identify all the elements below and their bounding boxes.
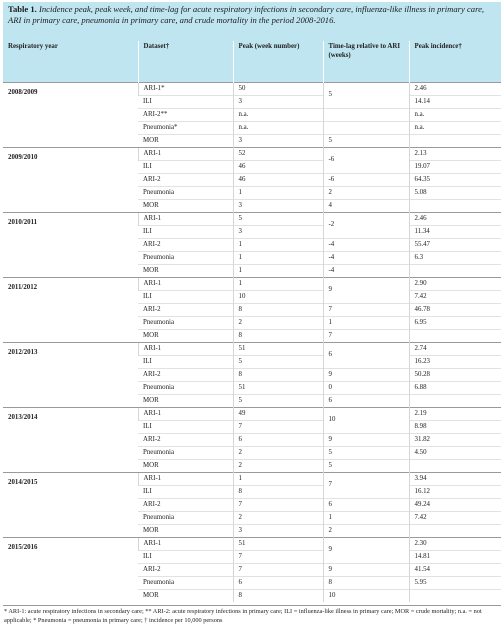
dataset-cell: MOR (138, 134, 233, 147)
peak-incidence-cell: 46.78 (409, 303, 501, 316)
table-footnote: * ARI-1: acute respiratory infections in secondary care; ** ARI-2: acute respiratory infections in primary care; ILI = influenza-like illness in primary care; MOR = crude mortality; n.a. = not applicable; * Pneumonia = pneumonia in primary care; † incidence per 10,000 persons (3, 605, 501, 625)
peak-week-cell: 1 (233, 251, 323, 264)
peak-week-cell: 1 (233, 277, 323, 290)
table-row (3, 407, 501, 420)
header-dataset: Dataset† (138, 41, 233, 82)
table-row (3, 472, 501, 485)
time-lag-cell (323, 108, 409, 121)
dataset-cell: ILI (138, 160, 233, 173)
peak-incidence-cell: n.a. (409, 108, 501, 121)
peak-week-cell: 7 (233, 420, 323, 433)
peak-week-cell: 51 (233, 537, 323, 550)
time-lag-cell: 6 (323, 394, 409, 407)
peak-incidence-cell: 7.42 (409, 290, 501, 303)
peak-incidence-cell: 2.30 (409, 537, 501, 550)
dataset-cell: ILI (138, 420, 233, 433)
peak-week-cell: 46 (233, 160, 323, 173)
time-lag-cell: -6 (323, 147, 409, 173)
dataset-cell: Pneumonia (138, 576, 233, 589)
peak-week-cell: 51 (233, 381, 323, 394)
peak-incidence-cell: 31.82 (409, 433, 501, 446)
peak-incidence-cell: 6.3 (409, 251, 501, 264)
dataset-cell: ILI (138, 550, 233, 563)
dataset-cell: ARI-2** (138, 108, 233, 121)
header-peak: Peak (week number) (233, 41, 323, 82)
dataset-cell: ARI-2 (138, 368, 233, 381)
caption-text: Incidence peak, peak week, and time-lag for acute respiratory infections in secondary care, influenza-like illness in primary care, ARI in primary care, pneumonia in primary care, and crude mortality in the period 2008-2016. (8, 4, 485, 25)
peak-week-cell: 8 (233, 329, 323, 342)
dataset-cell: Pneumonia (138, 446, 233, 459)
table-container (3, 2, 501, 625)
peak-week-cell: 1 (233, 186, 323, 199)
peak-week-cell: 2 (233, 446, 323, 459)
peak-incidence-cell: 2.74 (409, 342, 501, 355)
peak-incidence-cell (409, 329, 501, 342)
dataset-cell: ARI-1* (138, 82, 233, 95)
peak-incidence-cell: 55.47 (409, 238, 501, 251)
dataset-cell: ILI (138, 355, 233, 368)
time-lag-cell: 9 (323, 563, 409, 576)
dataset-cell: Pneumonia (138, 186, 233, 199)
peak-incidence-cell: 6.88 (409, 381, 501, 394)
time-lag-cell: 4 (323, 199, 409, 212)
time-lag-cell (323, 121, 409, 134)
dataset-cell: ARI-1 (138, 212, 233, 225)
peak-week-cell: 6 (233, 433, 323, 446)
dataset-cell: MOR (138, 589, 233, 602)
peak-incidence-cell: 8.98 (409, 420, 501, 433)
dataset-cell: Pneumonia (138, 511, 233, 524)
time-lag-cell: 5 (323, 459, 409, 472)
peak-week-cell: 3 (233, 95, 323, 108)
dataset-cell: ARI-1 (138, 277, 233, 290)
dataset-cell: MOR (138, 459, 233, 472)
dataset-cell: ARI-1 (138, 342, 233, 355)
peak-week-cell: n.a. (233, 108, 323, 121)
peak-week-cell: 10 (233, 290, 323, 303)
year-cell: 2012/2013 (3, 342, 138, 407)
peak-incidence-cell: 16.12 (409, 485, 501, 498)
year-cell: 2009/2010 (3, 147, 138, 212)
dataset-cell: ILI (138, 225, 233, 238)
time-lag-cell: 2 (323, 186, 409, 199)
year-cell: 2013/2014 (3, 407, 138, 472)
time-lag-cell: 10 (323, 589, 409, 602)
peak-week-cell: 51 (233, 342, 323, 355)
peak-incidence-cell: 2.46 (409, 82, 501, 95)
peak-incidence-cell: n.a. (409, 121, 501, 134)
dataset-cell: Pneumonia (138, 381, 233, 394)
time-lag-cell: -6 (323, 173, 409, 186)
time-lag-cell: -2 (323, 212, 409, 238)
dataset-cell: ARI-2 (138, 563, 233, 576)
dataset-cell: MOR (138, 264, 233, 277)
peak-incidence-cell: 19.07 (409, 160, 501, 173)
peak-week-cell: 46 (233, 173, 323, 186)
peak-week-cell: 3 (233, 524, 323, 537)
peak-incidence-cell: 4.50 (409, 446, 501, 459)
peak-incidence-cell (409, 134, 501, 147)
year-cell: 2014/2015 (3, 472, 138, 537)
peak-incidence-cell: 5.95 (409, 576, 501, 589)
dataset-cell: ARI-1 (138, 472, 233, 485)
table-row (3, 82, 501, 95)
table-caption (3, 2, 501, 41)
table-row (3, 147, 501, 160)
time-lag-cell: 5 (323, 82, 409, 108)
time-lag-cell: 1 (323, 511, 409, 524)
dataset-cell: MOR (138, 394, 233, 407)
dataset-cell: Pneumonia (138, 316, 233, 329)
dataset-cell: ILI (138, 485, 233, 498)
dataset-cell: Pneumonia* (138, 121, 233, 134)
peak-incidence-cell (409, 264, 501, 277)
peak-week-cell: 1 (233, 238, 323, 251)
dataset-cell: ARI-1 (138, 147, 233, 160)
peak-incidence-cell (409, 199, 501, 212)
time-lag-cell: 7 (323, 329, 409, 342)
dataset-cell: ILI (138, 290, 233, 303)
time-lag-cell: 5 (323, 446, 409, 459)
time-lag-cell: 9 (323, 368, 409, 381)
time-lag-cell: 8 (323, 576, 409, 589)
peak-incidence-cell: 16.23 (409, 355, 501, 368)
peak-incidence-cell: 3.94 (409, 472, 501, 485)
peak-incidence-cell (409, 459, 501, 472)
time-lag-cell: 10 (323, 407, 409, 433)
peak-week-cell: 7 (233, 550, 323, 563)
peak-incidence-cell: 14.14 (409, 95, 501, 108)
year-cell: 2010/2011 (3, 212, 138, 277)
year-cell: 2011/2012 (3, 277, 138, 342)
peak-incidence-cell: 11.34 (409, 225, 501, 238)
peak-week-cell: 8 (233, 303, 323, 316)
peak-incidence-cell: 2.13 (409, 147, 501, 160)
peak-week-cell: 5 (233, 212, 323, 225)
peak-incidence-cell: 5.08 (409, 186, 501, 199)
peak-incidence-cell: 49.24 (409, 498, 501, 511)
peak-week-cell: 52 (233, 147, 323, 160)
time-lag-cell: 6 (323, 498, 409, 511)
peak-incidence-cell: 2.46 (409, 212, 501, 225)
header-year: Respiratory year (3, 41, 138, 82)
peak-week-cell: n.a. (233, 121, 323, 134)
peak-incidence-cell (409, 589, 501, 602)
dataset-cell: MOR (138, 524, 233, 537)
peak-week-cell: 7 (233, 498, 323, 511)
year-cell: 2015/2016 (3, 537, 138, 602)
peak-week-cell: 8 (233, 368, 323, 381)
peak-week-cell: 49 (233, 407, 323, 420)
dataset-cell: ILI (138, 95, 233, 108)
time-lag-cell: 9 (323, 537, 409, 563)
dataset-cell: ARI-2 (138, 498, 233, 511)
dataset-cell: ARI-2 (138, 433, 233, 446)
peak-week-cell: 2 (233, 459, 323, 472)
dataset-cell: ARI-2 (138, 238, 233, 251)
table-row (3, 277, 501, 290)
peak-week-cell: 3 (233, 225, 323, 238)
table-body (3, 82, 501, 602)
peak-incidence-cell: 41.54 (409, 563, 501, 576)
time-lag-cell: -4 (323, 264, 409, 277)
peak-incidence-cell (409, 394, 501, 407)
peak-week-cell: 6 (233, 576, 323, 589)
peak-week-cell: 5 (233, 394, 323, 407)
header-lag: Time-lag relative to ARI (weeks) (323, 41, 409, 82)
dataset-cell: ARI-1 (138, 537, 233, 550)
peak-week-cell: 3 (233, 134, 323, 147)
peak-incidence-cell: 2.90 (409, 277, 501, 290)
peak-incidence-cell: 6.95 (409, 316, 501, 329)
peak-incidence-cell: 64.35 (409, 173, 501, 186)
peak-week-cell: 8 (233, 485, 323, 498)
caption-label: Table 1. (8, 4, 37, 14)
peak-week-cell: 3 (233, 199, 323, 212)
time-lag-cell: -4 (323, 238, 409, 251)
time-lag-cell: 9 (323, 433, 409, 446)
peak-week-cell: 50 (233, 82, 323, 95)
peak-incidence-cell: 50.28 (409, 368, 501, 381)
table-row (3, 212, 501, 225)
dataset-cell: ARI-2 (138, 303, 233, 316)
dataset-cell: MOR (138, 199, 233, 212)
header-incidence: Peak incidence† (409, 41, 501, 82)
table-row (3, 342, 501, 355)
peak-incidence-cell: 14.81 (409, 550, 501, 563)
dataset-cell: ARI-1 (138, 407, 233, 420)
table-row (3, 537, 501, 550)
time-lag-cell: 6 (323, 342, 409, 368)
incidence-table (3, 41, 501, 602)
dataset-cell: MOR (138, 329, 233, 342)
dataset-cell: ARI-2 (138, 173, 233, 186)
peak-incidence-cell: 7.42 (409, 511, 501, 524)
peak-week-cell: 2 (233, 316, 323, 329)
time-lag-cell: -4 (323, 251, 409, 264)
peak-week-cell: 2 (233, 511, 323, 524)
time-lag-cell: 0 (323, 381, 409, 394)
peak-week-cell: 1 (233, 472, 323, 485)
peak-week-cell: 7 (233, 563, 323, 576)
time-lag-cell: 7 (323, 303, 409, 316)
dataset-cell: Pneumonia (138, 251, 233, 264)
header-row (3, 41, 501, 82)
peak-week-cell: 8 (233, 589, 323, 602)
peak-incidence-cell: 2.19 (409, 407, 501, 420)
time-lag-cell: 5 (323, 134, 409, 147)
peak-incidence-cell (409, 524, 501, 537)
year-cell: 2008/2009 (3, 82, 138, 147)
peak-week-cell: 5 (233, 355, 323, 368)
time-lag-cell: 2 (323, 524, 409, 537)
time-lag-cell: 7 (323, 472, 409, 498)
time-lag-cell: 1 (323, 316, 409, 329)
peak-week-cell: 1 (233, 264, 323, 277)
time-lag-cell: 9 (323, 277, 409, 303)
